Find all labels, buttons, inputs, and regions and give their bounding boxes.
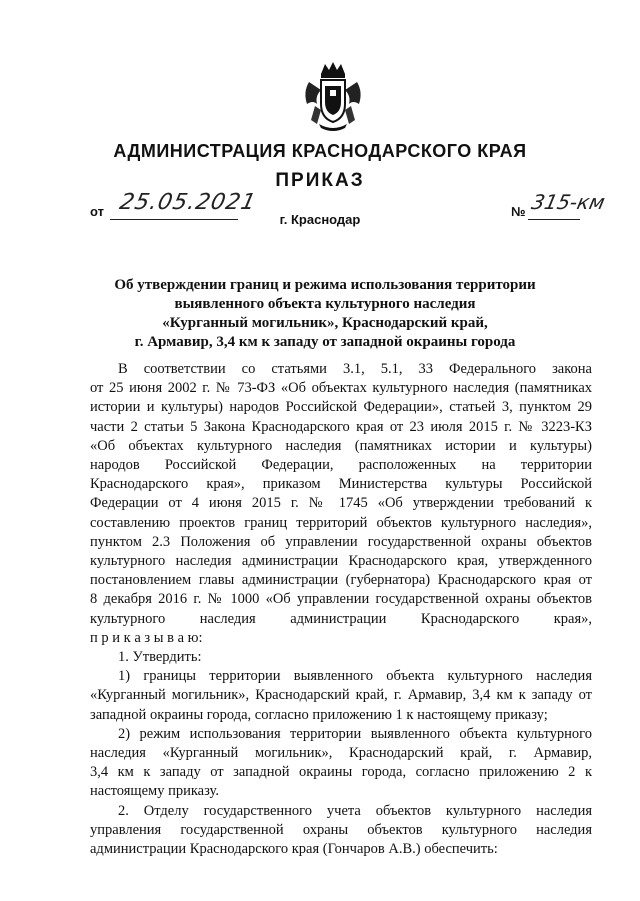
date-label: от [90, 204, 104, 219]
body-line: 3,4 км к западу от западной окраины города, согласно приложению 2 к [90, 764, 592, 781]
body-line: «Курганный могильник», Краснодарский край, г. Армавир, 3,4 км к западу от [90, 687, 592, 704]
title-line: «Курганный могильник», Краснодарский край, [162, 315, 488, 331]
body-line: 2) режим использования территории выявленного объекта культурного [118, 725, 592, 742]
clause-2: 2. Отделу государственного учета объектов культурного наследия [118, 802, 592, 819]
body-line: составлению проектов границ территорий объектов культурного наследия», [90, 514, 592, 531]
body-line: части 2 статьи 5 Закона Краснодарского края от 23 июля 2015 г. № 3223-КЗ [90, 418, 592, 435]
order-title [100, 276, 550, 352]
title-line: Об утверждении границ и режима использования территории [114, 277, 536, 293]
body-line: народов Российской Федерации, расположенных на территории [90, 457, 592, 474]
body-line: культурного наследия администрации Краснодарского края», [90, 610, 592, 627]
city-name: г. Краснодар [279, 212, 361, 227]
body-line: управления государственной охраны объектов культурного наследия [90, 821, 592, 838]
body-line: от 25 июня 2002 г. № 73-ФЗ «Об объектах культурного наследия (памятниках [90, 380, 592, 397]
body-line: пунктом 2.3 Положения об управлении государственной охраны объектов [90, 533, 592, 550]
handwritten-number: 315-км [529, 190, 608, 214]
document-type: ПРИКАЗ [275, 170, 365, 191]
order-directive: п р и к а з ы в а ю: [90, 629, 203, 646]
handwritten-date: 25.05.2021 [117, 190, 259, 215]
coat-of-arms-emblem [301, 60, 365, 134]
body-line: В соответствии со статьями 3.1, 5.1, 33 Федерального закона [118, 361, 592, 377]
body-line: настоящему приказу. [90, 783, 219, 800]
title-line: выявленного объекта культурного наследия [174, 296, 476, 312]
number-label: № [511, 204, 526, 219]
body-line: администрации Краснодарского края (Гончаров А.В.) обеспечить: [90, 841, 498, 858]
body-line: культурного наследия администрации Краснодарского края, утвержденного [90, 553, 592, 570]
body-line: 1) границы территории выявленного объекта культурного наследия [118, 668, 592, 685]
agency-name: АДМИНИСТРАЦИЯ КРАСНОДАРСКОГО КРАЯ [113, 141, 527, 161]
order-body [90, 360, 592, 859]
body-line: наследия «Курганный могильник», Краснодарский край, г. Армавир, [90, 745, 592, 762]
clause-1: 1. Утвердить: [118, 649, 202, 666]
body-line: западной окраины города, согласно приложению 1 к настоящему приказу; [90, 706, 548, 723]
body-line: «Об объектах культурного наследия (памятниках истории и культуры) [90, 437, 592, 454]
body-line: Федерации от 4 июня 2015 г. № 1745 «Об утверждении требований к [90, 495, 592, 512]
body-line: истории и культуры) народов Российской Федерации», статьей 3, пунктом 29 [90, 399, 592, 416]
body-line: Краснодарского края», приказом Министерства культуры Российской [90, 476, 592, 493]
body-line: 8 декабря 2016 г. № 1000 «Об управлении государственной охраны объектов [90, 591, 592, 608]
title-line: г. Армавир, 3,4 км к западу от западной окраины города [134, 334, 516, 350]
body-line: постановлением главы администрации (губернатора) Краснодарского края от [90, 572, 592, 589]
